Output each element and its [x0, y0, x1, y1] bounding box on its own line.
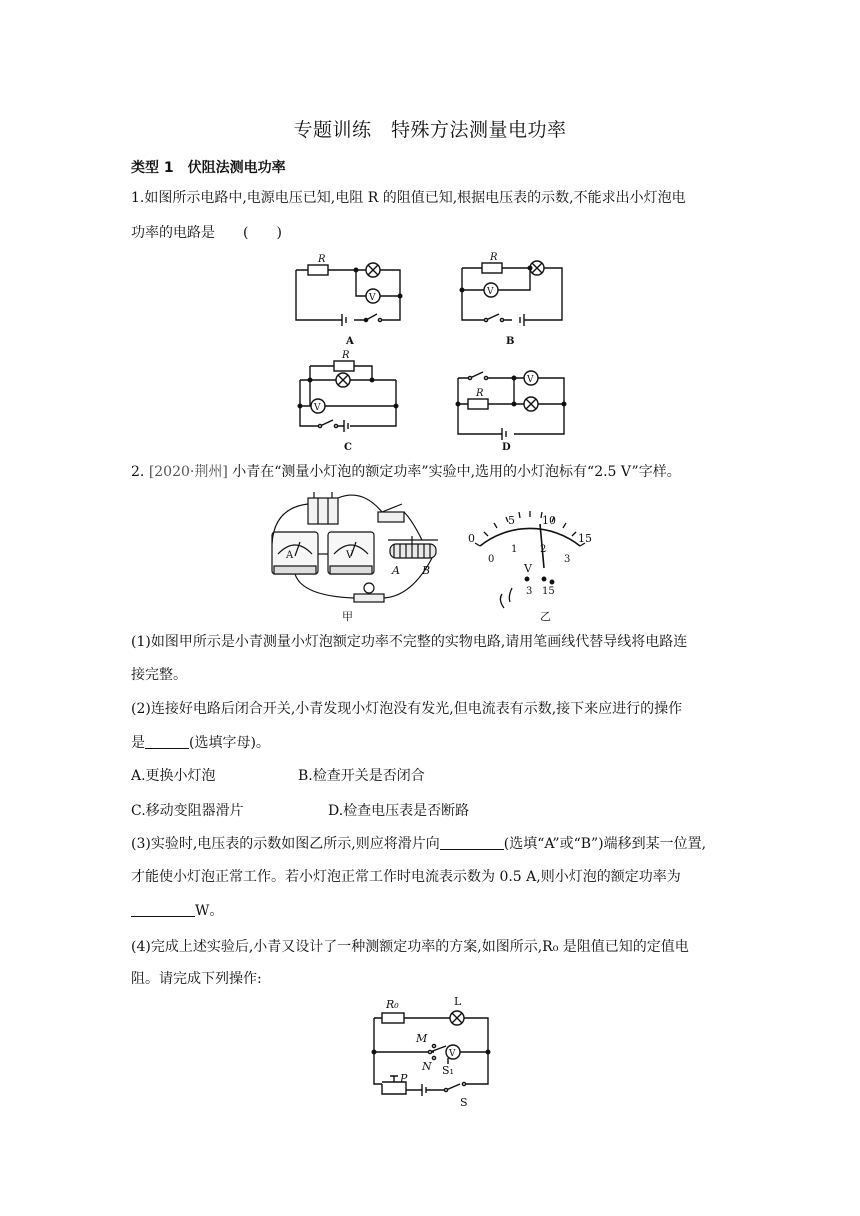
q2-p2-pre: 是 — [131, 735, 145, 751]
q2-p4-line2: 阻。请完成下列操作: — [131, 971, 262, 987]
label-r0: R₀ — [386, 998, 399, 1011]
dial-bottom-0: 0 — [488, 554, 495, 565]
q2-figures — [262, 484, 602, 626]
q2-p3-line1 — [131, 834, 706, 854]
ammeter-label: A — [286, 550, 294, 561]
voltmeter-label: V — [346, 550, 354, 561]
label-v-b: V — [487, 287, 494, 297]
label-v-d: V — [527, 375, 534, 385]
dial-bottom-3: 3 — [564, 554, 571, 565]
label-r-b: R — [490, 252, 498, 263]
q2-source-tag: [2020·荆州] — [148, 464, 228, 480]
page-title: 专题训练 特殊方法测量电功率 — [293, 119, 567, 141]
label-v-c: V — [314, 403, 321, 413]
option-b: B.检查开关是否闭合 — [298, 768, 425, 784]
q2-p1-line2: 接完整。 — [131, 667, 187, 683]
q2-p2-line1: (2)连接好电路后闭合开关,小青发现小灯泡没有发光,但电流表有示数,接下来应进行的操作 — [131, 701, 683, 717]
circuit-d — [456, 371, 566, 440]
q2-p2-line2 — [131, 733, 270, 753]
rheostat-end-a: A — [392, 564, 400, 577]
label-s1: S₁ — [442, 1064, 454, 1077]
dial-bottom-1: 1 — [511, 544, 518, 555]
dial-top-5: 5 — [508, 514, 515, 527]
label-r-c: R — [342, 350, 350, 361]
option-a: A.更换小灯泡 — [131, 768, 216, 784]
q2-p3-unit: W。 — [195, 903, 224, 919]
terminal-3: 3 — [526, 586, 533, 597]
q2-p2-post: (选填字母)。 — [189, 735, 270, 751]
q2-p3-pre: (3)实验时,电压表的示数如图乙所示,则应将滑片向 — [131, 836, 440, 852]
q2-p1-line1: (1)如图甲所示是小青测量小灯泡额定功率不完整的实物电路,请用笔画线代替导线将电路连 — [131, 634, 688, 650]
q2-p4-line1: (4)完成上述实验后,小青又设计了一种测额定功率的方案,如图所示,R₀ 是阻值已知的定值电 — [131, 939, 689, 955]
label-v: V — [449, 1049, 456, 1059]
section-heading-type1: 类型 1 伏阻法测电功率 — [131, 160, 286, 176]
q1-line1: 1.如图所示电路中,电源电压已知,电阻 R 的阻值已知,根据电压表的示数,不能求出小灯泡电 — [131, 190, 686, 206]
label-circuit-d: D — [502, 442, 511, 453]
circuit-a — [296, 263, 402, 326]
label-n: N — [422, 1060, 432, 1073]
answer-blank-2[interactable] — [145, 734, 189, 749]
q2-p3-line2: 才能使小灯泡正常工作。若小灯泡正常工作时电流表示数为 0.5 A,则小灯泡的额定功率为 — [131, 869, 681, 885]
label-r-d: R — [476, 388, 484, 399]
circuit-c — [298, 361, 398, 432]
label-m: M — [416, 1032, 428, 1045]
label-p: P — [400, 1072, 408, 1085]
figure-yi-caption: 乙 — [540, 610, 551, 623]
answer-blank-3a[interactable] — [440, 835, 504, 850]
label-l: L — [454, 995, 462, 1008]
figure-jia-apparatus — [272, 492, 438, 602]
circuit-b — [460, 261, 562, 326]
q2-line1-text: 小青在“测量小灯泡的额定功率”实验中,选用的小灯泡标有“2.5 V”字样。 — [227, 464, 681, 480]
figure-jia-caption: 甲 — [342, 610, 353, 623]
dial-top-10: 10 — [542, 514, 556, 527]
option-c: C.移动变阻器滑片 — [131, 803, 244, 819]
dial-top-15: 15 — [578, 532, 592, 545]
q1-circuit-figures — [280, 248, 600, 454]
answer-blank-3b[interactable] — [131, 902, 195, 917]
q2-p4-circuit — [360, 990, 510, 1110]
rheostat-end-b: B — [422, 564, 431, 577]
dial-bottom-2: 2 — [540, 544, 547, 555]
label-s: S — [460, 1096, 468, 1109]
dial-unit-v: V — [524, 562, 532, 575]
q2-p3-line3 — [131, 901, 223, 921]
label-r-a: R — [318, 254, 326, 265]
q2-p3-post: (选填“A”或“B”)端移到某一位置, — [503, 836, 707, 852]
terminal-15: 15 — [542, 586, 555, 597]
label-circuit-b: B — [506, 336, 515, 347]
q1-line2: 功率的电路是 ( ) — [131, 225, 282, 241]
label-circuit-c: C — [344, 442, 352, 453]
option-d: D.检查电压表是否断路 — [328, 803, 470, 819]
label-circuit-a: A — [346, 336, 354, 347]
q2-line1: 2. [2020·荆州] 小青在“测量小灯泡的额定功率”实验中,选用的小灯泡标有“2.5 V”字样。 — [131, 464, 681, 480]
label-v-a: V — [369, 293, 376, 303]
dial-top-0: 0 — [468, 532, 475, 545]
